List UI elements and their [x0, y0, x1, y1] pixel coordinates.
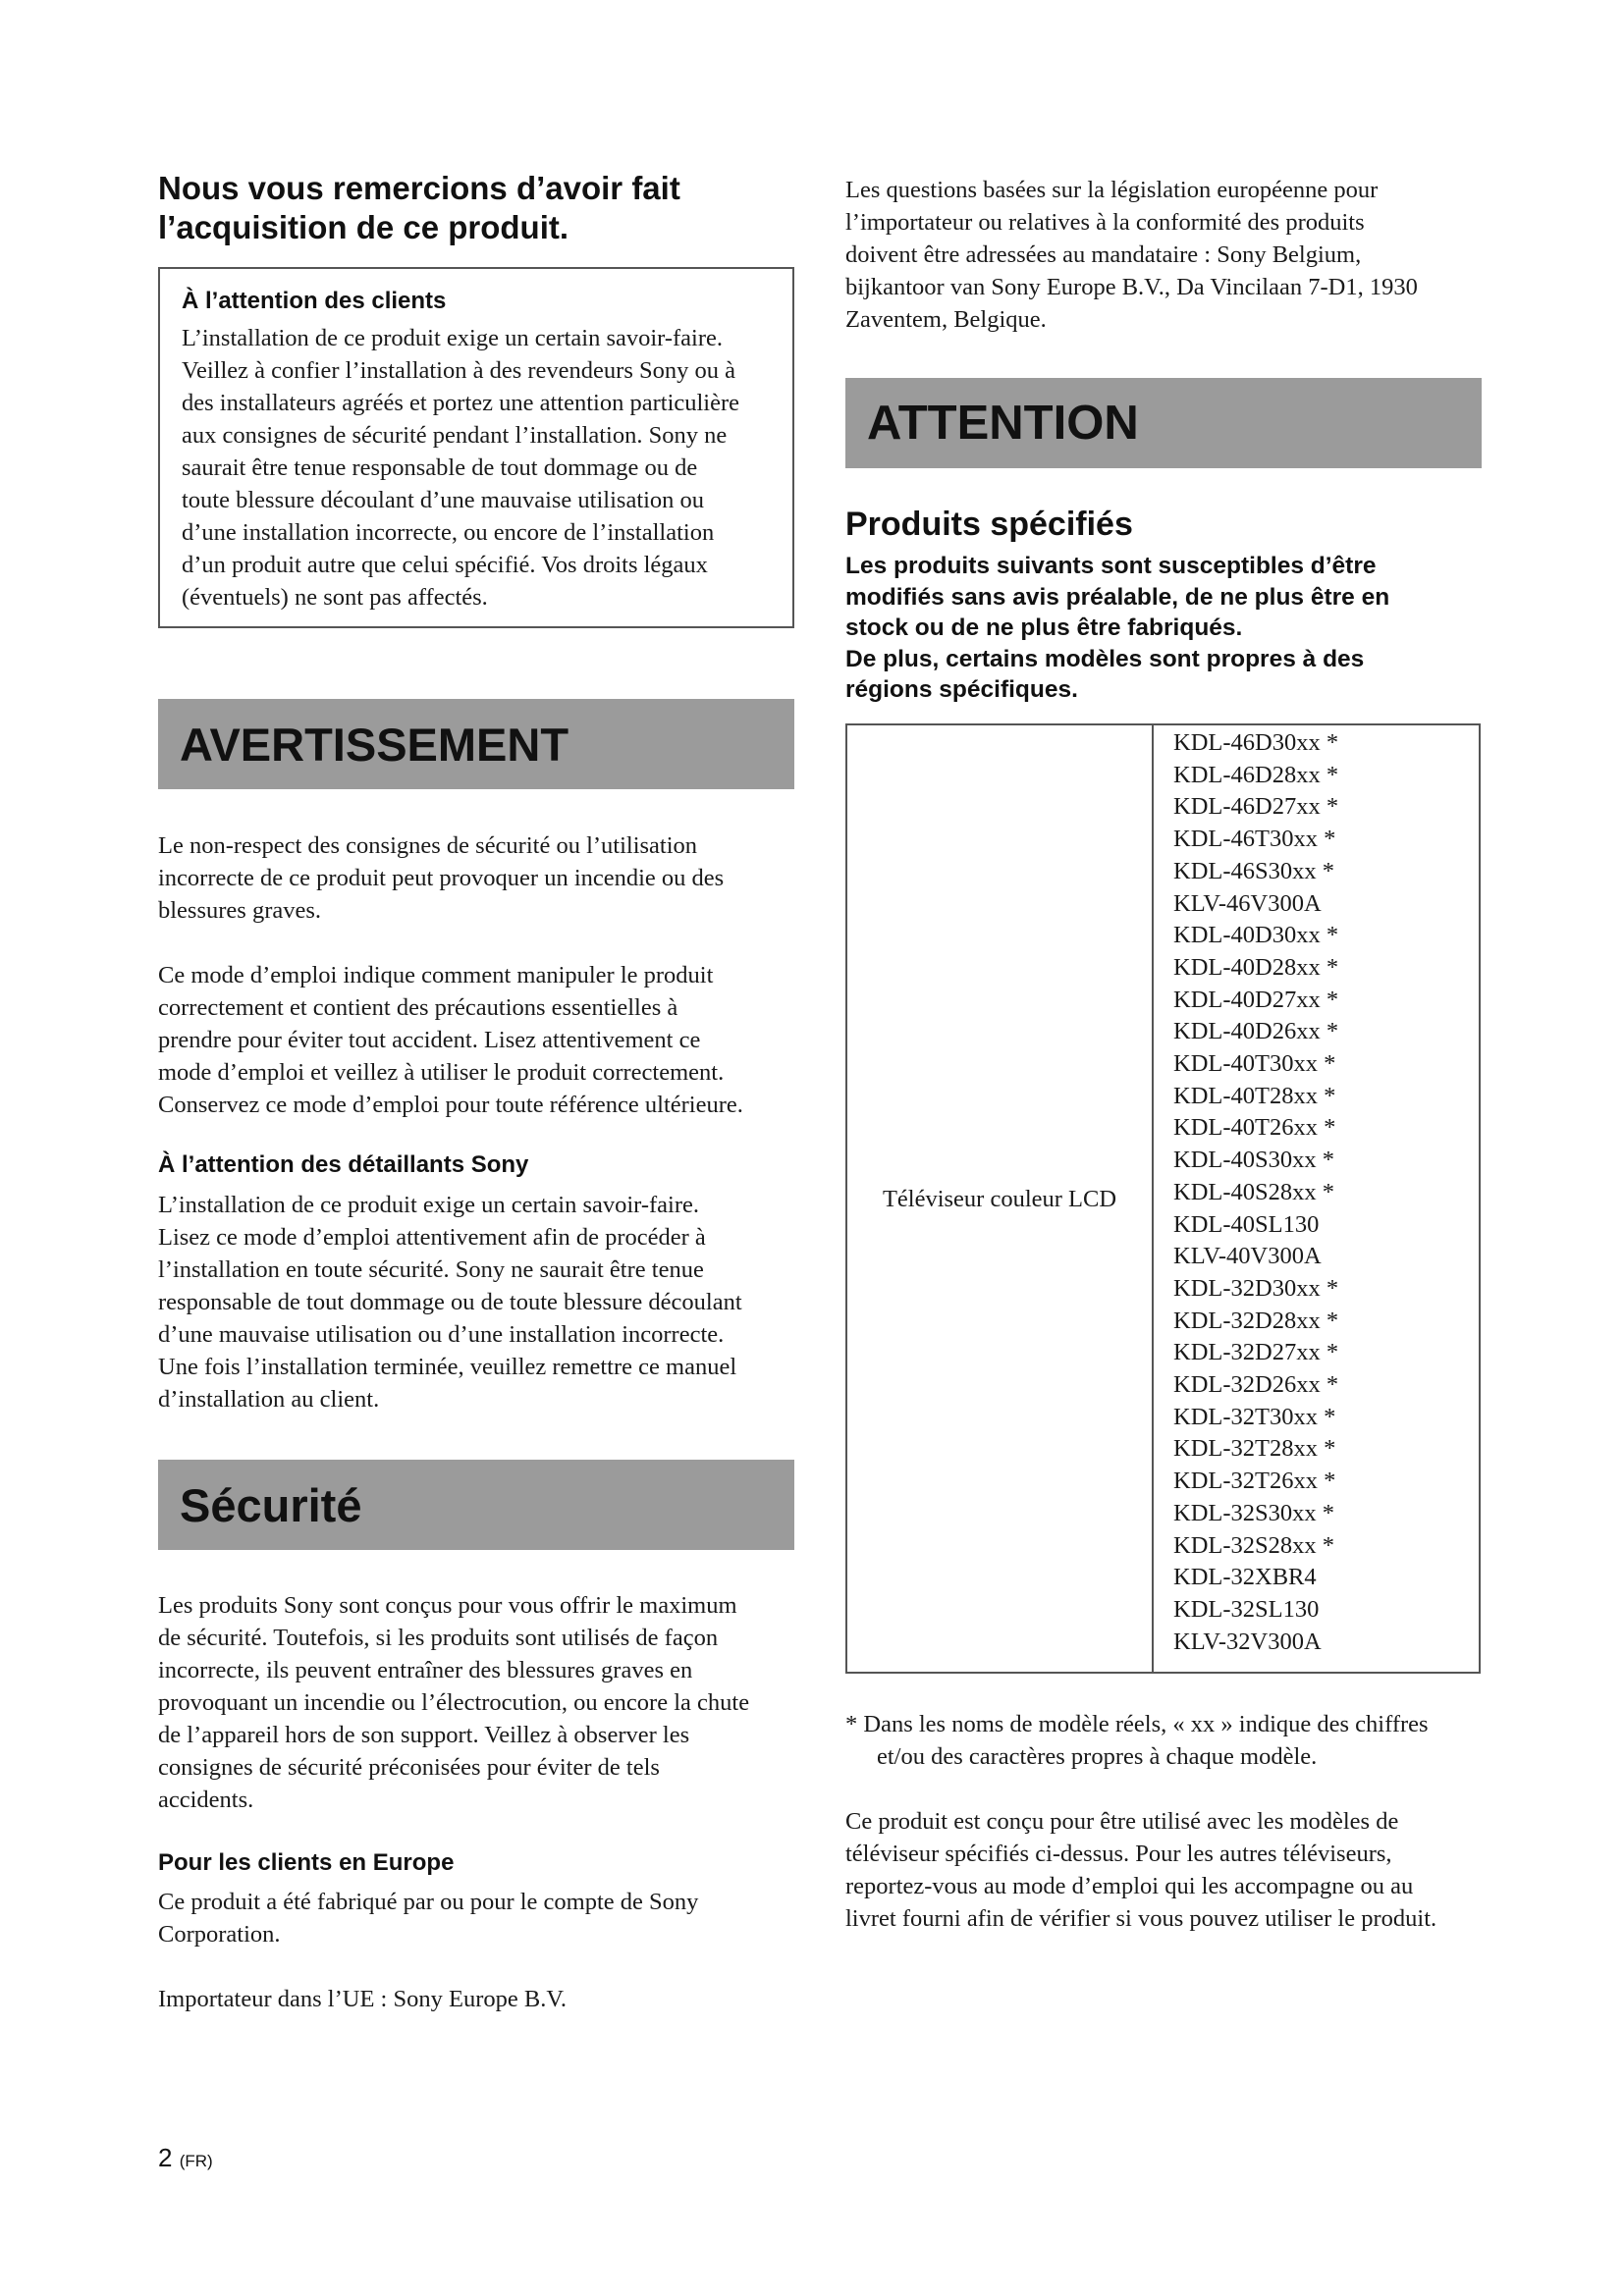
text-line: Zaventem, Belgique. — [845, 306, 1047, 333]
europe-heading: Pour les clients en Europe — [158, 1849, 455, 1876]
text-line: incorrecte de ce produit peut provoquer un incendie ou des — [158, 865, 725, 891]
models-cell — [1154, 725, 1338, 1672]
model-name: KDL-40D28xx * — [1173, 953, 1339, 981]
text-line: Ce produit a été fabriqué par ou pour le compte de Sony — [158, 1889, 699, 1915]
model-name: KDL-32D28xx * — [1173, 1307, 1339, 1334]
text-line: de l’appareil hors de son support. Veillez à observer les — [158, 1722, 690, 1748]
text-line: stock ou de ne plus être fabriqués. — [845, 614, 1243, 641]
text-line: des installateurs agréés et portez une attention particulière — [182, 390, 740, 416]
text-line: Une fois l’installation terminée, veuillez remettre ce manuel — [158, 1354, 737, 1380]
usage-text — [845, 1805, 1484, 1935]
products-table — [845, 723, 1481, 1674]
text-line: téléviseur spécifiés ci-dessus. Pour les autres téléviseurs, — [845, 1841, 1392, 1867]
text-line: incorrecte, ils peuvent entraîner des blessures graves en — [158, 1657, 693, 1683]
text-line: livret fourni afin de vérifier si vous pouvez utiliser le produit. — [845, 1905, 1437, 1932]
warning-banner: AVERTISSEMENT — [158, 699, 794, 789]
text-line: Ce produit est conçu pour être utilisé avec les modèles de — [845, 1808, 1399, 1835]
attention-banner: ATTENTION — [845, 378, 1482, 468]
text-line: consignes de sécurité préconisées pour éviter de tels — [158, 1754, 660, 1781]
text-line: bijkantoor van Sony Europe B.V., Da Vincilaan 7-D1, 1930 — [845, 274, 1418, 300]
page-language: (FR) — [179, 2152, 213, 2170]
text-line: mode d’emploi et veillez à utiliser le produit correctement. — [158, 1059, 725, 1086]
eu-questions-text — [845, 174, 1484, 336]
warning-paragraph-2 — [158, 959, 796, 1121]
model-name: KDL-46S30xx * — [1173, 857, 1335, 884]
dealer-notice-text — [158, 1189, 796, 1415]
client-notice-text — [182, 322, 769, 614]
warning-paragraph-1 — [158, 829, 796, 927]
client-notice-heading: À l’attention des clients — [182, 288, 447, 314]
model-name: KDL-40T26xx * — [1173, 1114, 1336, 1142]
page-title — [158, 169, 796, 247]
model-name: KDL-40S30xx * — [1173, 1147, 1335, 1174]
text-line: correctement et contient des précautions essentielles à — [158, 994, 678, 1021]
text-line: Le non-respect des consignes de sécurité ou l’utilisation — [158, 832, 698, 859]
text-line: Conservez ce mode d’emploi pour toute référence ultérieure. — [158, 1092, 743, 1118]
model-name: KDL-40T30xx * — [1173, 1050, 1336, 1078]
products-title: Produits spécifiés — [845, 506, 1133, 543]
text-line: toute blessure découlant d’une mauvaise utilisation ou — [182, 487, 705, 513]
text-line: d’un produit autre que celui spécifié. Vos droits légaux — [182, 552, 708, 578]
model-name: KDL-46D27xx * — [1173, 793, 1339, 821]
model-name: KDL-32D27xx * — [1173, 1339, 1339, 1366]
model-name: KDL-32SL130 — [1173, 1595, 1320, 1623]
text-line: blessures graves. — [158, 897, 322, 924]
model-name: KDL-32S28xx * — [1173, 1531, 1335, 1559]
text-line: d’installation au client. — [158, 1386, 380, 1413]
text-line: saurait être tenue responsable de tout dommage ou de — [182, 454, 698, 481]
model-name: KDL-32T26xx * — [1173, 1468, 1336, 1495]
europe-text — [158, 1886, 796, 1950]
model-name: KDL-32D26xx * — [1173, 1371, 1339, 1399]
importer-text: Importateur dans l’UE : Sony Europe B.V. — [158, 1986, 567, 2012]
text-line: modifiés sans avis préalable, de ne plus être en — [845, 583, 1390, 611]
text-line: De plus, certains modèles sont propres à des — [845, 645, 1365, 672]
model-name: KDL-32S30xx * — [1173, 1499, 1335, 1526]
model-name: KDL-40T28xx * — [1173, 1082, 1336, 1109]
text-line: Les produits Sony sont conçus pour vous offrir le maximum — [158, 1592, 737, 1619]
model-name: KDL-40D26xx * — [1173, 1018, 1339, 1045]
text-line: doivent être adressées au mandataire : Sony Belgium, — [845, 241, 1362, 268]
text-line: aux consignes de sécurité pendant l’installation. Sony ne — [182, 422, 728, 449]
text-line: accidents. — [158, 1787, 254, 1813]
model-name: KDL-32T28xx * — [1173, 1435, 1336, 1463]
text-line: l’importateur ou relatives à la conformité des produits — [845, 209, 1365, 236]
model-name: KDL-46T30xx * — [1173, 826, 1336, 853]
text-line: régions spécifiques. — [845, 676, 1078, 703]
text-line: d’une mauvaise utilisation ou d’une installation incorrecte. — [158, 1321, 725, 1348]
dealer-notice-heading: À l’attention des détaillants Sony — [158, 1151, 529, 1178]
text-line: L’installation de ce produit exige un certain savoir-faire. — [158, 1192, 700, 1218]
model-name: KDL-40S28xx * — [1173, 1178, 1335, 1205]
model-name: KLV-40V300A — [1173, 1243, 1322, 1270]
page-number — [158, 2143, 213, 2176]
text-line: d’une installation incorrecte, ou encore de l’installation — [182, 519, 715, 546]
text-line: provoquant un incendie ou l’électrocution, ou encore la chute — [158, 1689, 750, 1716]
products-notice — [845, 551, 1484, 706]
page-title-line-2: l’acquisition de ce produit. — [158, 209, 569, 245]
model-name: KDL-46D30xx * — [1173, 729, 1339, 756]
text-line: reportez-vous au mode d’emploi qui les accompagne ou au — [845, 1873, 1414, 1899]
text-line: Ce mode d’emploi indique comment manipuler le produit — [158, 962, 714, 988]
text-line: L’installation de ce produit exige un certain savoir-faire. — [182, 325, 724, 351]
text-line: de sécurité. Toutefois, si les produits sont utilisés de façon — [158, 1625, 719, 1651]
model-name: KLV-32V300A — [1173, 1628, 1322, 1655]
model-name: KDL-40D27xx * — [1173, 986, 1339, 1013]
text-line: Corporation. — [158, 1921, 281, 1948]
model-name: KDL-40D30xx * — [1173, 922, 1339, 949]
safety-banner: Sécurité — [158, 1460, 794, 1550]
model-name: KLV-46V300A — [1173, 889, 1322, 917]
model-footnote — [845, 1708, 1484, 1773]
model-name: KDL-32XBR4 — [1173, 1564, 1317, 1591]
model-name: KDL-46D28xx * — [1173, 761, 1339, 788]
text-line: Les questions basées sur la législation européenne pour — [845, 177, 1379, 203]
page-number-value: 2 — [158, 2143, 173, 2172]
model-name: KDL-32D30xx * — [1173, 1274, 1339, 1302]
model-name: KDL-32T30xx * — [1173, 1403, 1336, 1430]
text-line: Les produits suivants sont susceptibles d’être — [845, 553, 1377, 579]
page-title-line-1: Nous vous remercions d’avoir fait — [158, 170, 680, 206]
text-line: prendre pour éviter tout accident. Lisez attentivement ce — [158, 1027, 701, 1053]
model-name: KDL-40SL130 — [1173, 1210, 1320, 1238]
text-line: Lisez ce mode d’emploi attentivement afin de procéder à — [158, 1224, 706, 1251]
client-notice-box — [158, 267, 794, 628]
safety-text — [158, 1589, 796, 1816]
footnote-line-1: * Dans les noms de modèle réels, « xx » indique des chiffres — [845, 1711, 1429, 1737]
category-cell: Téléviseur couleur LCD — [847, 725, 1154, 1672]
footnote-line-2: et/ou des caractères propres à chaque modèle. — [877, 1743, 1318, 1770]
text-line: Veillez à confier l’installation à des revendeurs Sony ou à — [182, 357, 735, 384]
text-line: (éventuels) ne sont pas affectés. — [182, 584, 488, 611]
text-line: responsable de tout dommage ou de toute blessure découlant — [158, 1289, 742, 1315]
text-line: l’installation en toute sécurité. Sony ne saurait être tenue — [158, 1256, 704, 1283]
